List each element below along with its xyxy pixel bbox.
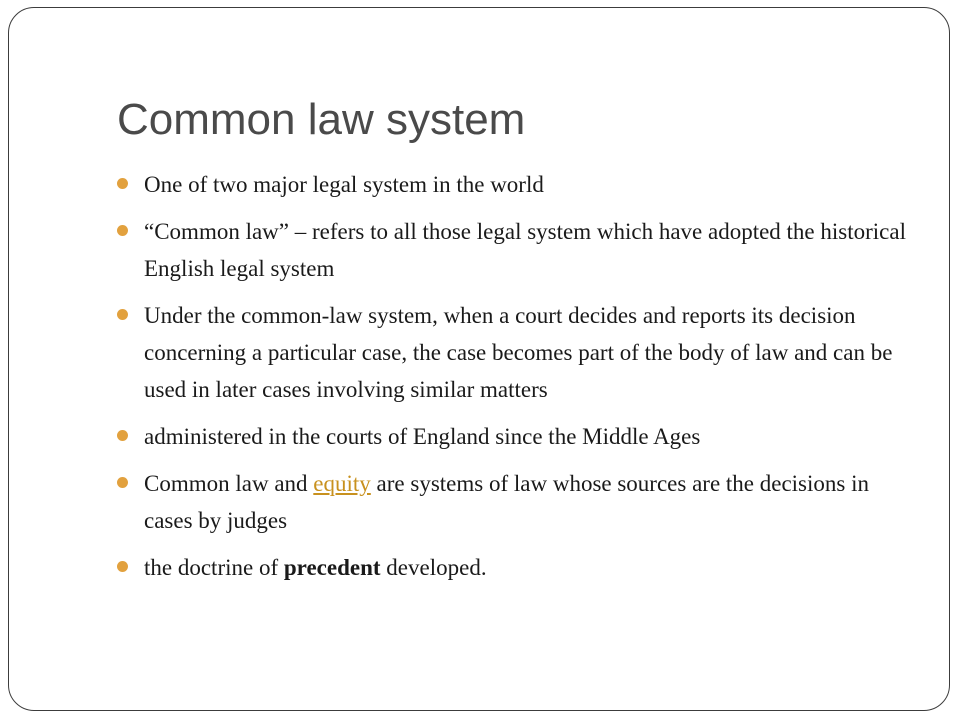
bullet-dot-icon (117, 477, 128, 488)
bullet-text: One of two major legal system in the world (144, 172, 544, 197)
bullet-list (116, 166, 922, 596)
bullet-text-before-link: Common law and (144, 471, 314, 496)
bullet-dot-icon (117, 225, 128, 236)
equity-link[interactable]: equity (313, 471, 371, 496)
precedent-term: precedent (283, 555, 381, 580)
bullet-text-after-link: are systems of law whose sources are the decisions in cases by judges (144, 471, 869, 533)
slide-title: Common law system (117, 95, 526, 144)
bullet-dot-icon (117, 430, 128, 441)
slide (8, 7, 950, 711)
bullet-text: Under the common-law system, when a court decides and reports its decision concerning a particular case, the case becomes part of the body of law and can be used in later cases involving similar matters (144, 303, 893, 402)
bullet-item (116, 549, 922, 586)
bullet-dot-icon (117, 309, 128, 320)
bullet-text: “Common law” – refers to all those legal system which have adopted the historical English legal system (144, 219, 906, 281)
bullet-item (116, 166, 922, 203)
bullet-dot-icon (117, 561, 128, 572)
bullet-item (116, 465, 922, 539)
bullet-text: administered in the courts of England since the Middle Ages (144, 424, 701, 449)
bullet-text-after-bold: developed. (380, 555, 487, 580)
bullet-dot-icon (117, 178, 128, 189)
bullet-item (116, 297, 922, 408)
bullet-item (116, 418, 922, 455)
bullet-item (116, 213, 922, 287)
bullet-text-before-bold: the doctrine of (144, 555, 284, 580)
